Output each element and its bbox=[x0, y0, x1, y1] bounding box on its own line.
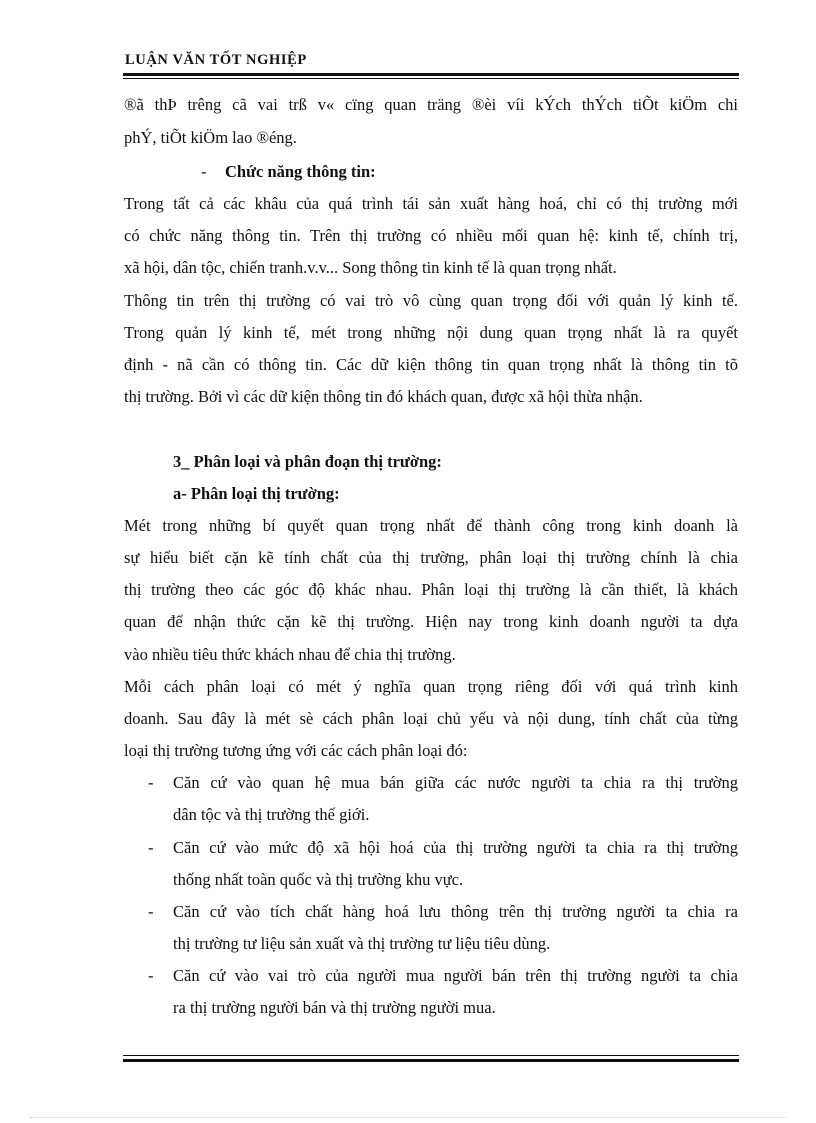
bullet-line: thị trường tư liệu sản xuất và thị trường tư liệu tiêu dùng. bbox=[173, 934, 551, 953]
paragraph-line: Thông tin trên thị trường có vai trò vô cùng quan trọng đối với quản lý kinh tế. bbox=[124, 291, 738, 310]
subsection-heading: a- Phân loại thị trường: bbox=[173, 484, 340, 503]
paragraph-line: thị trường. Bởi vì các dữ kiện thông tin đó khách quan, được xã hội thừa nhận. bbox=[124, 387, 643, 406]
paragraph-line: định - nã cần có thông tin. Các dữ kiện thông tin quan trọng nhất là thông tin tõ bbox=[124, 355, 738, 374]
bullet-dash: - bbox=[148, 902, 154, 921]
header-title: LUẬN VĂN TỐT NGHIỆP bbox=[125, 52, 307, 68]
paragraph-line: có chức năng thông tin. Trên thị trường có nhiều mối quan hệ: kinh tế, chính trị, bbox=[124, 226, 738, 245]
header-rule-thick bbox=[123, 73, 739, 76]
bullet-dash: - bbox=[148, 966, 154, 985]
bullet-line: thống nhất toàn quốc và thị trường khu vực. bbox=[173, 870, 464, 889]
paragraph-line: Trong tất cả các khâu của quá trình tái sản xuất hàng hoá, chỉ có thị trường mới bbox=[124, 194, 738, 213]
paragraph-line: doanh. Sau đây là mét sè cách phân loại chủ yếu và nội dung, tính chất của từng bbox=[124, 709, 738, 728]
paragraph-line: Mét trong những bí quyết quan trọng nhất để thành công trong kinh doanh là bbox=[124, 516, 738, 535]
bullet-line: Căn cứ vào mức độ xã hội hoá của thị trường người ta chia ra thị trường bbox=[173, 838, 738, 857]
paragraph-line: phÝ, tiÕt kiÖm lao ®éng. bbox=[124, 128, 297, 147]
paragraph-line: Trong quản lý kinh tế, mét trong những nội dung quan trọng nhất là ra quyết bbox=[124, 323, 738, 342]
paragraph-line: xã hội, dân tộc, chiến tranh.v.v... Song thông tin kinh tế là quan trọng nhất. bbox=[124, 258, 617, 277]
paragraph-line: Mỗi cách phân loại có mét ý nghĩa quan trọng riêng đối với quá trình kinh bbox=[124, 677, 738, 696]
bullet-dash: - bbox=[148, 838, 154, 857]
bullet-dash: - bbox=[201, 162, 207, 181]
bullet-line: Căn cứ vào tích chất hàng hoá lưu thông trên thị trường người ta chia ra bbox=[173, 902, 738, 921]
paragraph-line: loại thị trường tương ứng với các cách phân loại đó: bbox=[124, 741, 468, 760]
paragraph-line: vào nhiều tiêu thức khách nhau để chia thị trường. bbox=[124, 645, 456, 664]
footer-rule-thick bbox=[123, 1059, 739, 1062]
page-bottom-divider bbox=[30, 1117, 786, 1118]
paragraph-line: sự hiểu biết cặn kẽ tính chất của thị trường, phân loại thị trường chính là chia bbox=[124, 548, 738, 567]
bullet-line: Căn cứ vào quan hệ mua bán giữa các nước người ta chia ra thị trường bbox=[173, 773, 738, 792]
paragraph-line: quan để nhận thức cặn kẽ thị trường. Hiện nay trong kinh doanh người ta dựa bbox=[124, 612, 738, 631]
paragraph-line: ®ã thÞ trêng cã vai trß v« cïng quan träng ®èi víi kÝch thÝch tiÕt kiÖm chi bbox=[124, 95, 738, 114]
bullet-line: ra thị trường người bán và thị trường người mua. bbox=[173, 998, 496, 1017]
footer-rule-thin bbox=[123, 1055, 739, 1056]
bullet-line: Căn cứ vào vai trò của người mua người bán trên thị trường người ta chia bbox=[173, 966, 738, 985]
section-heading: Chức năng thông tin: bbox=[225, 162, 376, 181]
header-rule-thin bbox=[123, 78, 739, 79]
section-heading: 3_ Phân loại và phân đoạn thị trường: bbox=[173, 452, 442, 471]
bullet-dash: - bbox=[148, 773, 154, 792]
bullet-line: dân tộc và thị trường thế giới. bbox=[173, 805, 370, 824]
paragraph-line: thị trường theo các góc độ khác nhau. Phân loại thị trường là cần thiết, là khách bbox=[124, 580, 738, 599]
